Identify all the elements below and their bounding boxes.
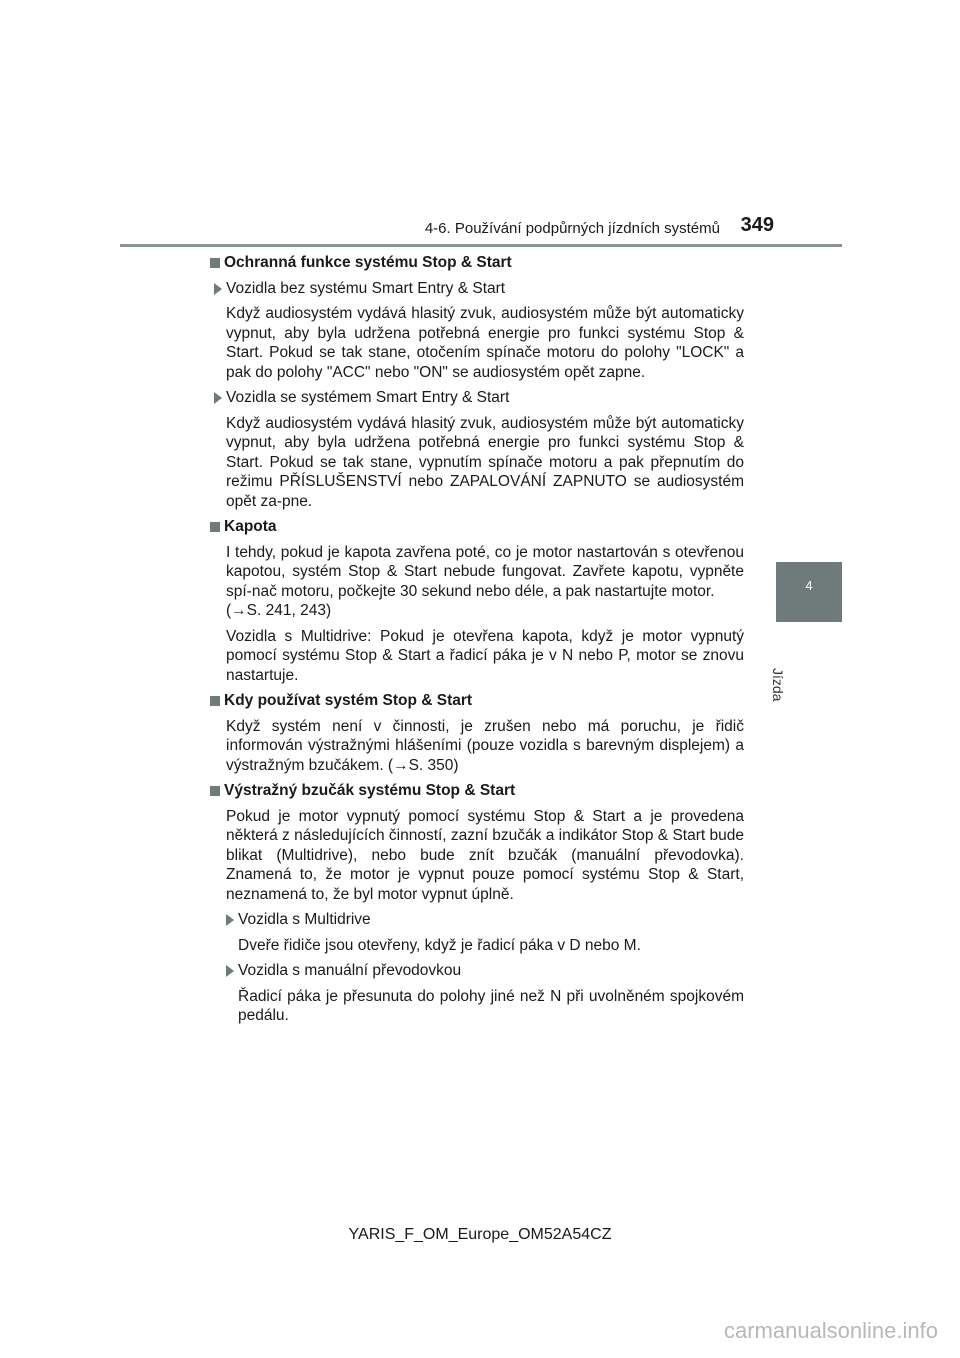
subheading-text: Vozidla s manuální převodovkou	[238, 962, 462, 979]
subheading	[208, 910, 744, 930]
triangle-bullet-icon	[214, 392, 222, 404]
heading-text: Ochranná funkce systému Stop & Start	[224, 254, 512, 271]
chapter-number: 4	[805, 578, 813, 593]
square-bullet-icon	[210, 786, 220, 796]
paragraph: Když audiosystém vydává hlasitý zvuk, audiosystém může být automaticky vypnut, aby byla udržena potřebná energie pro funkci systému Stop & Start. Pokud se tak stane, otočením spínače motoru do polohy "LOCK" a pak do polohy "ACC" nebo "ON" se audiosystém opět zapne.	[226, 305, 744, 381]
section-heading	[208, 253, 744, 273]
chapter-label	[770, 628, 802, 702]
header-rule	[120, 244, 842, 247]
paragraph: Dveře řidiče jsou otevřeny, když je řadicí páka v D nebo M.	[238, 936, 641, 954]
section-title: 4-6. Používání podpůrných jízdních systémů	[424, 220, 720, 237]
section-heading	[208, 781, 744, 801]
subheading	[208, 961, 744, 981]
page-header	[120, 214, 842, 244]
subheading-text: Vozidla s Multidrive	[238, 911, 371, 928]
paragraph: Když systém není v činnosti, je zrušen nebo má poruchu, je řidič informován výstražnými hlášeními (pouze vozidla s barevným displejem) a výstražným bzučákem. (→S. 350)	[226, 717, 744, 774]
page-number: 349	[740, 214, 774, 236]
section-heading	[208, 691, 744, 711]
page-reference: (→S. 241, 243)	[226, 602, 332, 619]
triangle-bullet-icon	[226, 965, 234, 977]
subheading	[208, 279, 744, 299]
triangle-bullet-icon	[214, 283, 222, 295]
section-heading	[208, 517, 744, 537]
square-bullet-icon	[210, 258, 220, 268]
chapter-tab	[776, 562, 842, 622]
triangle-bullet-icon	[226, 914, 234, 926]
heading-text: Kdy používat systém Stop & Start	[224, 692, 473, 709]
paragraph: Řadicí páka je přesunuta do polohy jiné než N při uvolněném spojkovém pedálu.	[238, 987, 744, 1024]
paragraph: Vozidla s Multidrive: Pokud je otevřena kapota, když je motor vypnutý pomocí systému Stop & Start a řadicí páka je v N nebo P, motor se znovu nastartuje.	[226, 627, 744, 684]
subheading-text: Vozidla se systémem Smart Entry & Start	[226, 389, 510, 406]
main-content	[208, 253, 744, 1032]
paragraph: I tehdy, pokud je kapota zavřena poté, co je motor nastartován s otevřenou kapotou, systém Stop & Start nebude fungovat. Zavřete kapotu, vypněte spí-nač motoru, počkejte 30 sekund nebo déle, a pak nastartujte motor.	[226, 543, 744, 600]
subheading	[208, 388, 744, 408]
chapter-label-text: Jízda	[770, 668, 786, 702]
square-bullet-icon	[210, 522, 220, 532]
square-bullet-icon	[210, 696, 220, 706]
paragraph: Pokud je motor vypnutý pomocí systému Stop & Start a je provedena některá z následujících činností, zazní bzučák a indikátor Stop & Start bude blikat (Multidrive), nebo bude znít bzučák (manuální převodovka). Znamená to, že motor je vypnut pouze pomocí systému Stop & Start, neznamená to, že byl motor vypnut úplně.	[226, 807, 744, 903]
heading-text: Kapota	[224, 518, 277, 535]
heading-text: Výstražný bzučák systému Stop & Start	[224, 782, 516, 799]
document-id: YARIS_F_OM_Europe_OM52A54CZ	[348, 1226, 612, 1243]
subheading-text: Vozidla bez systému Smart Entry & Start	[226, 279, 506, 297]
indented-list	[208, 910, 744, 1026]
paragraph: Když audiosystém vydává hlasitý zvuk, audiosystém může být automaticky vypnut, aby byla udržena potřebná energie pro funkci systému Stop & Start. Pokud se tak stane, vypnutím spínače motoru a pak přepnutím do režimu PŘÍSLUŠENSTVÍ nebo ZAPALOVÁNÍ ZAPNUTO se audiosystém opět za-pne.	[226, 414, 744, 510]
watermark: carmanualsonline.info	[723, 1318, 938, 1343]
